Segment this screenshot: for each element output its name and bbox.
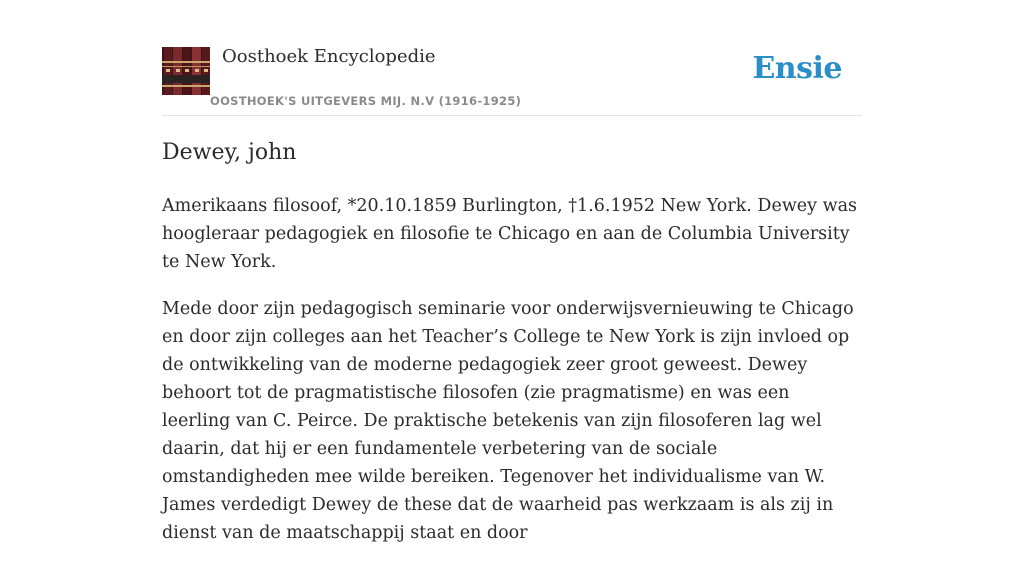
source-avatar[interactable] [162, 47, 210, 95]
article-title: Dewey, john [162, 140, 297, 165]
book-spines-icon [162, 47, 210, 95]
article-body [162, 192, 862, 566]
publisher-label: OOSTHOEK'S UITGEVERS MIJ. N.V (1916-1925) [210, 94, 522, 108]
source-name[interactable]: Oosthoek Encyclopedie [222, 46, 436, 67]
header [162, 44, 862, 116]
brand-logo[interactable]: Ensie [752, 51, 842, 86]
article-paragraph: Amerikaans filosoof, *20.10.1859 Burlington, †1.6.1952 New York. Dewey was hoogleraar pedagogiek en filosofie te Chicago en aan de Columbia University te New York. [162, 196, 857, 272]
article-paragraph: Mede door zijn pedagogisch seminarie voor onderwijsvernieuwing te Chicago en door zijn colleges aan het Teacher’s College te New York is zijn invloed op de ontwikkeling van de moderne pedagogiek zeer groot geweest. Dewey behoort tot de pragmatistische filosofen (zie pragmatisme) en was een leerling van C. Peirce. De praktische betekenis van zijn filosoferen lag wel daarin, dat hij er een fundamentele verbetering van de sociale omstandigheden mee wilde bereiken. Tegenover het individualisme van W. James verdedigt Dewey de these dat de waarheid pas werkzaam is als zij in dienst van de maatschappij staat en door [162, 299, 854, 543]
